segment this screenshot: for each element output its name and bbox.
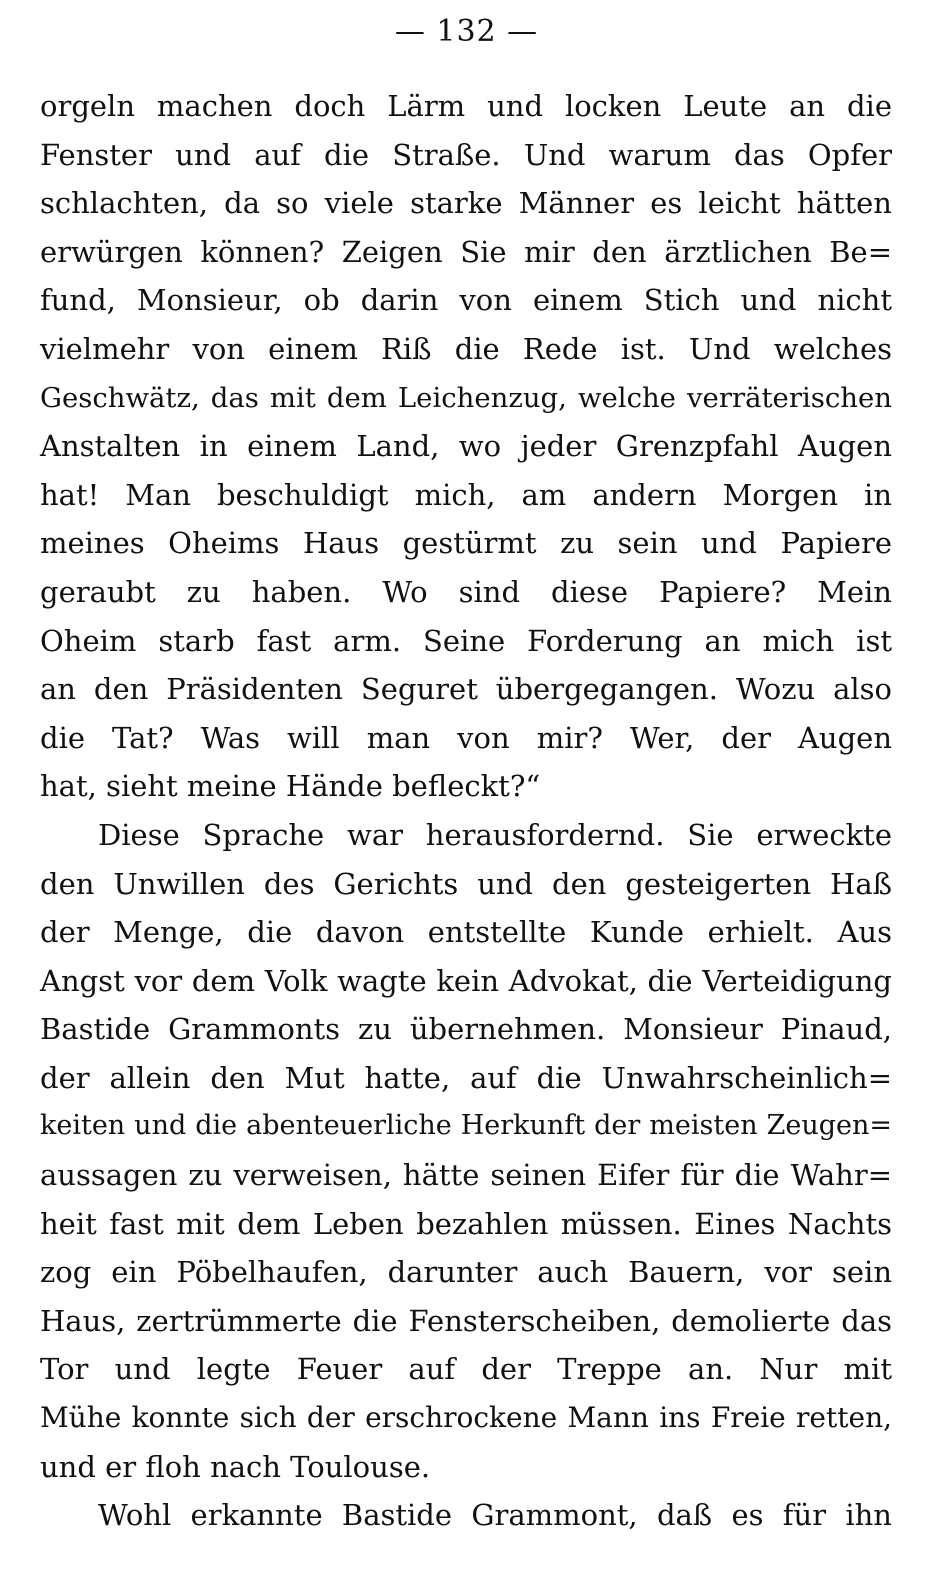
text-line: Geschwätz, das mit dem Leichenzug, welche verräterischen	[40, 381, 892, 414]
text-line: an den Präsidenten Seguret übergegangen. Wozu also	[40, 672, 892, 707]
text-line: Bastide Grammonts zu übernehmen. Monsieur Pinaud,	[40, 1012, 892, 1047]
text-line: Haus, zertrümmerte die Fensterscheiben, demolierte das	[40, 1303, 892, 1338]
text-line: hat! Man beschuldigt mich, am andern Morgen in	[40, 477, 892, 512]
text-line: keiten und die abenteuerliche Herkunft der meisten Zeugen=	[40, 1110, 892, 1142]
text-line: vielmehr von einem Riß die Rede ist. Und welches	[40, 331, 892, 366]
text-line: die Tat? Was will man von mir? Wer, der Augen	[40, 720, 892, 755]
text-line: geraubt zu haben. Wo sind diese Papiere? Mein	[40, 574, 892, 609]
text-line: meines Oheims Haus gestürmt zu sein und Papiere	[40, 526, 892, 561]
text-line: der allein den Mut hatte, auf die Unwahrscheinlich=	[40, 1060, 892, 1095]
text-line: aussagen zu verweisen, hätte seinen Eifer für die Wahr=	[40, 1158, 892, 1193]
text-line: Angst vor dem Volk wagte kein Advokat, die Verteidigung	[40, 963, 892, 998]
text-line: Mühe konnte sich der erschrockene Mann ins Freie retten,	[40, 1401, 892, 1435]
text-line: der Menge, die davon entstellte Kunde erhielt. Aus	[40, 915, 892, 950]
text-line: hat, sieht meine Hände befleckt?“	[40, 769, 541, 804]
text-line: und er floh nach Toulouse.	[40, 1449, 431, 1484]
text-line: heit fast mit dem Leben bezahlen müssen. Eines Nachts	[40, 1206, 892, 1241]
text-line: erwürgen können? Zeigen Sie mir den ärztlichen Be=	[40, 234, 892, 269]
page-number: — 132 —	[394, 14, 539, 49]
text-line: den Unwillen des Gerichts und den gesteigerten Haß	[40, 866, 892, 901]
text-line: fund, Monsieur, ob darin von einem Stich und nicht	[40, 283, 892, 318]
text-line: orgeln machen doch Lärm und locken Leute an die	[40, 89, 892, 123]
text-line: Anstalten in einem Land, wo jeder Grenzpfahl Augen	[40, 429, 892, 464]
text-line: Tor und legte Feuer auf der Treppe an. Nur mit	[40, 1352, 892, 1387]
text-line: zog ein Pöbelhaufen, darunter auch Bauern, vor sein	[40, 1255, 892, 1290]
text-line: Fenster und auf die Straße. Und warum das Opfer	[40, 137, 892, 172]
body-text	[40, 82, 892, 1540]
text-line-paragraph-start: Diese Sprache war herausfordernd. Sie erweckte	[98, 817, 892, 852]
text-line: schlachten, da so viele starke Männer es leicht hätten	[40, 186, 892, 221]
text-line: Oheim starb fast arm. Seine Forderung an mich ist	[40, 623, 892, 658]
text-line-paragraph-start: Wohl erkannte Bastide Grammont, daß es für ihn	[98, 1498, 892, 1533]
